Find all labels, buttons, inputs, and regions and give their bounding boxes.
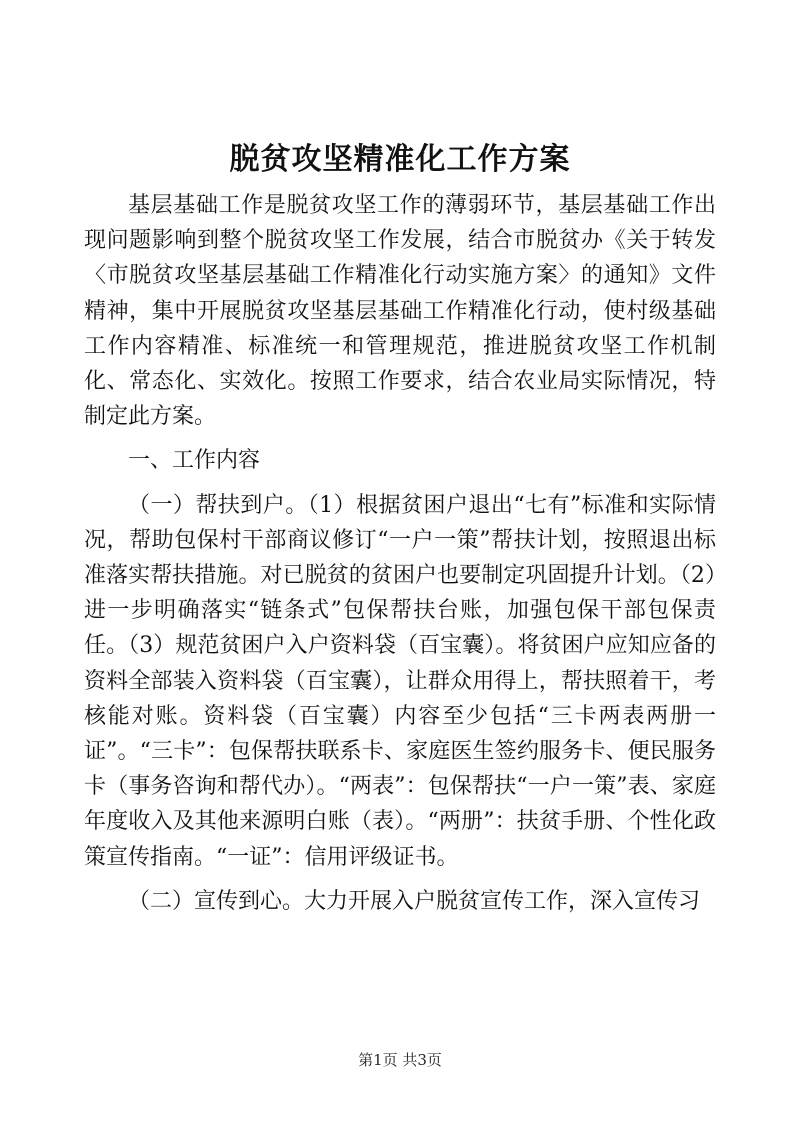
- document-title: 脱贫攻坚精准化工作方案: [229, 142, 571, 177]
- paragraph-intro: 基层基础工作是脱贫攻坚工作的薄弱环节，基层基础工作出现问题影响到整个脱贫攻坚工作发展，结合市脱贫办《关于转发〈市脱贫攻坚基层基础工作精准化行动实施方案〉的通知》文件精神，集中开展脱贫攻坚基层基础工作精准化行动，使村级基础工作内容精准、标准统一和管理规范，推进脱贫攻坚工作机制化、常态化、实效化。按照工作要求，结合农业局实际情况，特制定此方案。: [84, 193, 716, 430]
- section-heading-work-content: 一、工作内容: [128, 448, 261, 474]
- page-number-footer: 第1页 共3页: [358, 1051, 442, 1069]
- document-body: [84, 188, 716, 919]
- paragraph-help-households: （一）帮扶到户。（1）根据贫困户退出“七有”标准和实际情况，帮助包保村干部商议修订“一户一策”帮扶计划，按照退出标准落实帮扶措施。对已脱贫的贫困户也要制定巩固提升计划。（2）进一步明确落实“链条式”包保帮扶台账，加强包保干部包保责任。（3）规范贫困户入户资料袋（百宝囊）。将贫困户应知应备的资料全部装入资料袋（百宝囊），让群众用得上，帮扶照着干，考核能对账。资料袋（百宝囊）内容至少包括“三卡两表两册一证”。“三卡”：包保帮扶联系卡、家庭医生签约服务卡、便民服务卡（事务咨询和帮代办）。“两表”：包保帮扶“一户一策”表、家庭年度收入及其他来源明白账（表）。“两册”：扶贫手册、个性化政策宣传指南。“一证”：信用评级证书。: [84, 492, 716, 870]
- paragraph-publicity: （二）宣传到心。大力开展入户脱贫宣传工作，深入宣传习: [128, 888, 701, 914]
